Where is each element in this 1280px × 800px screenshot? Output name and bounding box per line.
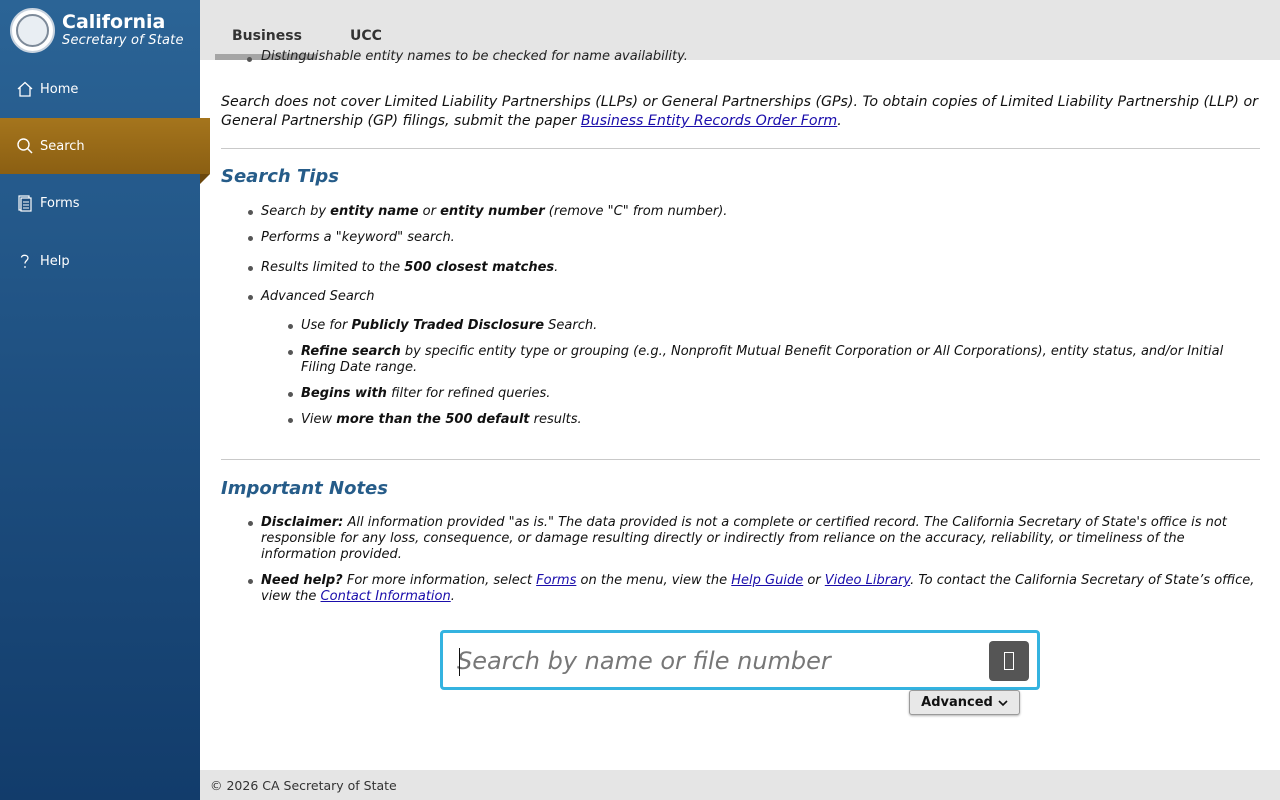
video-library-link[interactable]: Video Library: [824, 573, 911, 588]
important-notes-heading: Important Notes: [221, 478, 388, 499]
advanced-search-button[interactable]: [909, 690, 1020, 715]
list-item-partial: Distinguishable entity names to be checked for name availability.: [261, 49, 688, 64]
list-item: Disclaimer: All information provided "as is." The data provided is not a complete or certified record. The California Secretary of State's office is not responsible for any loss, consequence, or damage resulting directly or indirectly from reliance on the accuracy, reliability, or timeliness of the information provided.: [221, 515, 1260, 563]
contact-information-link[interactable]: Contact Information: [320, 589, 451, 604]
help-icon: [16, 252, 34, 270]
search-tips-heading: Search Tips: [221, 166, 339, 187]
search-box: [440, 630, 1040, 690]
advanced-search-sublist: [221, 412, 1260, 428]
advanced-label: Advanced: [921, 695, 993, 710]
list-item: Begins with filter for refined queries.: [221, 386, 1260, 402]
sidebar-item-help[interactable]: [0, 232, 200, 290]
search-input[interactable]: [457, 645, 977, 677]
search-tips-list: [221, 204, 1260, 220]
coverage-notice: Search does not cover Limited Liability Partnerships (LLPs) or General Partnerships (GPs). To obtain copies of Limited Liability Partnership (LLP) or General Partnership (GP) filings, submit the paper Business Entity Records Order Form.: [221, 94, 1258, 129]
sidebar: [0, 0, 200, 800]
brand[interactable]: [0, 0, 200, 60]
search-tips-list: [221, 289, 1260, 305]
search-submit-icon: [1004, 652, 1014, 670]
sidebar-item-forms[interactable]: [0, 174, 200, 232]
list-item: Refine search by specific entity type or grouping (e.g., Nonprofit Mutual Benefit Corporation or All Corporations), entity status, and/or Initial Filing Date range.: [221, 344, 1260, 376]
search-tips-list: [221, 260, 1260, 276]
list-item: Need help? For more information, select Forms on the menu, view the Help Guide or Video Library. To contact the California Secretary of State’s office, view the Contact Information.: [221, 573, 1260, 605]
chevron-down-icon: [998, 699, 1008, 707]
bullet: [247, 57, 252, 62]
state-seal-logo: [10, 8, 55, 53]
sidebar-item-label: Help: [40, 253, 70, 269]
advanced-search-sublist: [221, 344, 1260, 376]
sidebar-item-label: Search: [40, 138, 85, 154]
footer: [200, 770, 1280, 800]
help-guide-link[interactable]: Help Guide: [731, 573, 804, 588]
tab-ucc[interactable]: UCC: [350, 28, 382, 44]
advanced-search-sublist: [221, 318, 1260, 334]
sidebar-item-label: Home: [40, 81, 79, 97]
divider: [221, 459, 1260, 460]
list-item: Use for Publicly Traded Disclosure Search.: [221, 318, 1260, 334]
text-caret: [459, 648, 460, 676]
list-item: Search by entity name or entity number (remove "C" from number).: [221, 204, 1260, 220]
forms-link[interactable]: Forms: [536, 573, 577, 588]
copyright-text: © 2026 CA Secretary of State: [210, 777, 397, 793]
important-notes-list: [221, 515, 1260, 563]
search-button[interactable]: [989, 641, 1029, 681]
list-item: Advanced Search: [221, 289, 1260, 305]
divider: [221, 148, 1260, 149]
search-tips-list: [221, 230, 1260, 246]
sidebar-item-label: Forms: [40, 195, 80, 211]
sidebar-nav: [0, 60, 200, 290]
list-item: Results limited to the 500 closest matches.: [221, 260, 1260, 276]
brand-subtitle: Secretary of State: [62, 33, 184, 48]
records-order-form-link[interactable]: Business Entity Records Order Form: [580, 113, 838, 129]
important-notes-list: [221, 573, 1260, 605]
sidebar-item-search[interactable]: [0, 118, 210, 174]
list-item: View more than the 500 default results.: [221, 412, 1260, 428]
advanced-search-sublist: [221, 386, 1260, 402]
tab-business[interactable]: Business: [232, 28, 302, 44]
forms-icon: [16, 194, 34, 212]
sidebar-item-home[interactable]: [0, 60, 200, 118]
list-item: Performs a "keyword" search.: [221, 230, 1260, 246]
home-icon: [16, 80, 34, 98]
brand-title: California: [62, 11, 166, 33]
search-icon: [16, 137, 34, 155]
